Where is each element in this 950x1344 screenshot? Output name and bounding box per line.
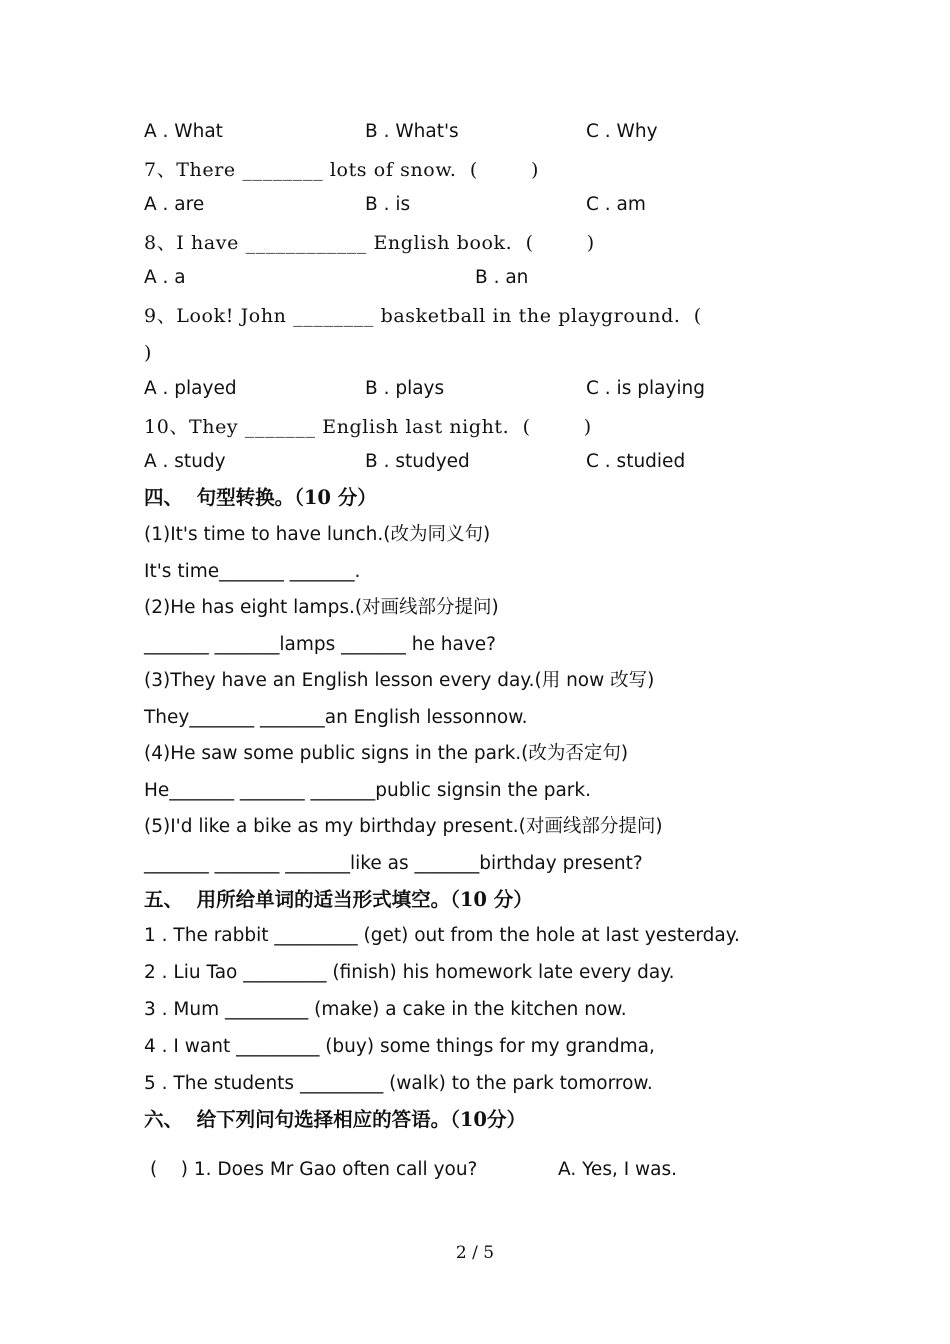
q9-option-b: B . plays: [365, 378, 445, 399]
section-4-line: (2)He has eight lamps.(对画线部分提问): [144, 597, 499, 618]
section-4-line: _______ _______lamps _______ he have?: [144, 634, 496, 655]
q6-option-b: B . What's: [365, 121, 459, 142]
q7-option-b: B . is: [365, 194, 411, 215]
q9-option-c: C . is playing: [586, 378, 705, 399]
section-4-line: (4)He saw some public signs in the park.(改为否定句): [144, 743, 629, 764]
section-4-line: He_______ _______ _______public signsin the park.: [144, 780, 591, 801]
q6-option-a: A . What: [144, 121, 223, 142]
q8-stem: 8、I have ____________ English book. ( ): [144, 232, 595, 254]
q6-option-c: C . Why: [586, 121, 658, 142]
section-6-title: 六、 给下列问句选择相应的答语。（10分）: [144, 1108, 526, 1131]
q10-option-c: C . studied: [586, 451, 686, 472]
q10-option-b: B . studyed: [365, 451, 470, 472]
q8-option-b: B . an: [475, 267, 529, 288]
q9-stem: 9、Look! John ________ basketball in the playground. (: [144, 305, 702, 327]
q9-stem-continued: ): [144, 342, 153, 364]
section-5-item: 3 . Mum _________ (make) a cake in the kitchen now.: [144, 999, 627, 1020]
q9-option-a: A . played: [144, 378, 237, 399]
section-4-line: (1)It's time to have lunch.(改为同义句): [144, 524, 491, 545]
section-5-title: 五、 用所给单词的适当形式填空。（10 分）: [144, 888, 533, 911]
section-6-question-1: ( ) 1. Does Mr Gao often call you?: [150, 1159, 478, 1180]
section-5-item: 4 . I want _________ (buy) some things for my grandma,: [144, 1036, 655, 1057]
section-4-line: (5)I'd like a bike as my birthday present.(对画线部分提问): [144, 816, 663, 837]
q10-option-a: A . study: [144, 451, 226, 472]
section-5-item: 2 . Liu Tao _________ (finish) his homework late every day.: [144, 962, 675, 983]
q7-option-a: A . are: [144, 194, 205, 215]
q7-stem: 7、There ________ lots of snow. ( ): [144, 159, 539, 181]
section-4-title: 四、 句型转换。（10 分）: [144, 486, 377, 509]
section-4-line: It's time_______ _______.: [144, 561, 361, 582]
section-4-line: (3)They have an English lesson every day.(用 now 改写): [144, 670, 655, 691]
section-5-item: 5 . The students _________ (walk) to the park tomorrow.: [144, 1073, 653, 1094]
q10-stem: 10、They _______ English last night. ( ): [144, 416, 592, 438]
page-number: 2 / 5: [455, 1243, 495, 1263]
section-4-line: They_______ _______an English lessonnow.: [144, 707, 528, 728]
q8-option-a: A . a: [144, 267, 186, 288]
q7-option-c: C . am: [586, 194, 646, 215]
section-6-answer-a: A. Yes, I was.: [558, 1159, 678, 1180]
section-4-line: _______ _______ _______like as _______birthday present?: [144, 853, 643, 874]
section-5-item: 1 . The rabbit _________ (get) out from the hole at last yesterday.: [144, 925, 740, 946]
